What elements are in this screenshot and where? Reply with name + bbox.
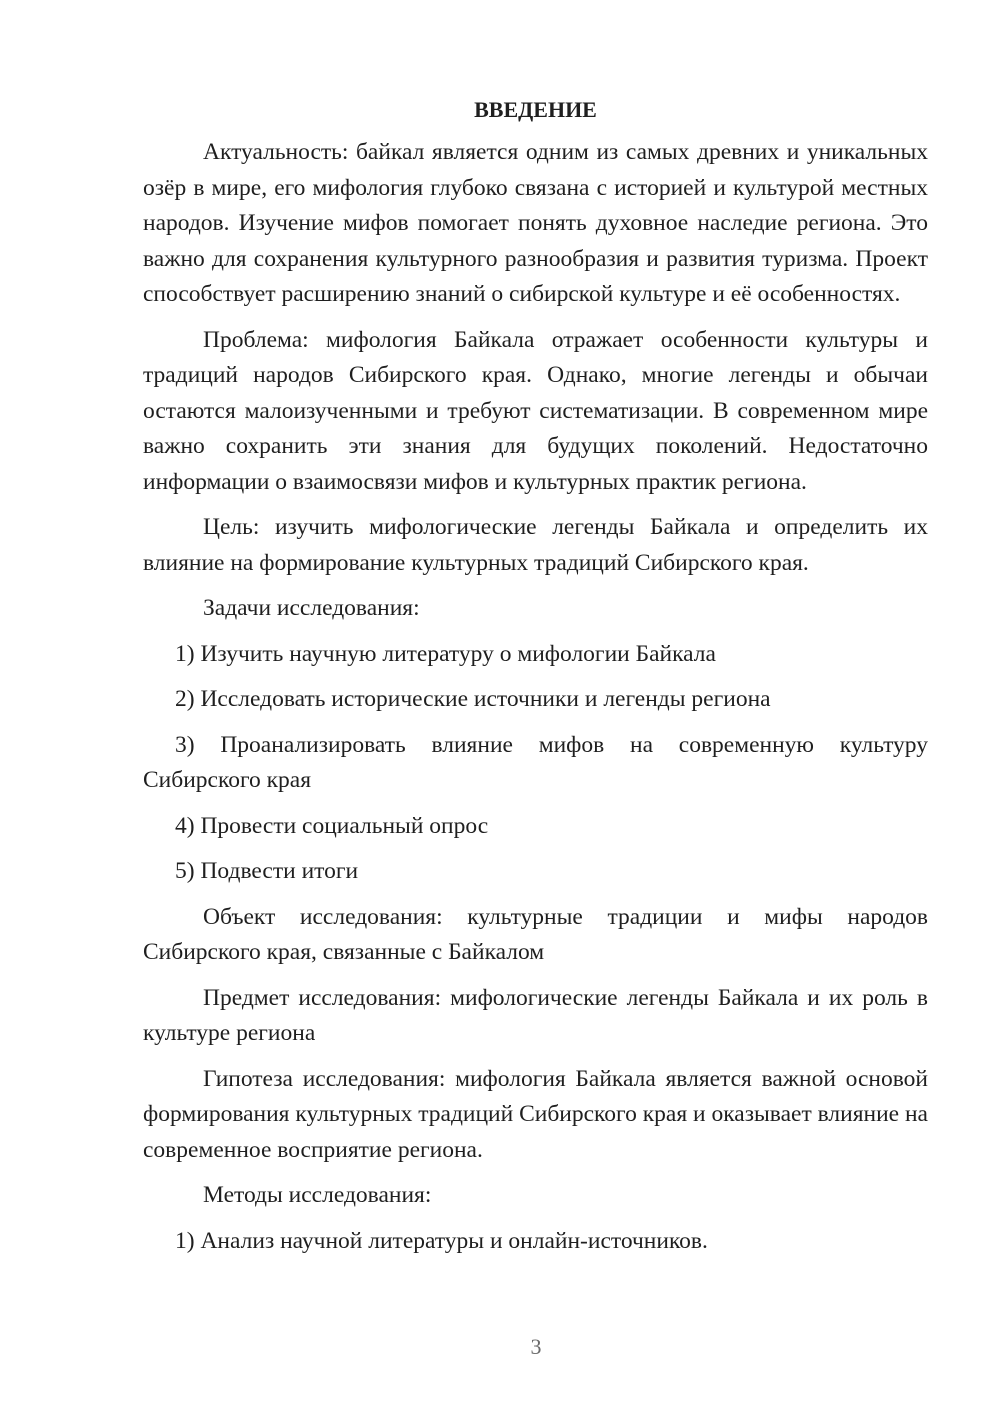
methods-heading: Методы исследования: <box>203 1182 432 1208</box>
object-paragraph: Объект исследования: культурные традиции и мифы народов Сибирского края, связанные с Байкалом <box>143 903 928 965</box>
page-content <box>143 95 928 1269</box>
relevance-paragraph: Актуальность: байкал является одним из самых древних и уникальных озёр в мире, его мифология глубоко связана с историей и культурой местных народов. Изучение мифов помогает понять духовное наследие региона. Это важно для сохранения культурного разнообразия и развития туризма. Проект способствует расширению знаний о сибирской культуре и её особенностях. <box>143 139 928 307</box>
hypothesis-paragraph: Гипотеза исследования: мифология Байкала является важной основой формирования культурных традиций Сибирского края и оказывает влияние на современное восприятие региона. <box>143 1065 928 1163</box>
section-title: ВВЕДЕНИЕ <box>474 97 597 122</box>
page-number: 3 <box>530 1334 542 1359</box>
task-item-1: 1) Изучить научную литературу о мифологии Байкала <box>175 640 716 667</box>
subject-paragraph: Предмет исследования: мифологические легенды Байкала и их роль в культуре региона <box>143 984 928 1046</box>
task-item-4: 4) Провести социальный опрос <box>175 812 489 839</box>
tasks-heading: Задачи исследования: <box>203 595 420 621</box>
task-item-2: 2) Исследовать исторические источники и легенды региона <box>175 686 771 712</box>
method-item-1: 1) Анализ научной литературы и онлайн-источников. <box>175 1227 708 1254</box>
task-item-5: 5) Подвести итоги <box>175 858 359 884</box>
problem-paragraph: Проблема: мифология Байкала отражает особенности культуры и традиций народов Сибирского края. Однако, многие легенды и обычаи остаются малоизученными и требуют систематизации. В современном мире важно сохранить эти знания для будущих поколений. Недостаточно информации о взаимосвязи мифов и культурных практик региона. <box>143 326 928 495</box>
goal-paragraph: Цель: изучить мифологические легенды Байкала и определить их влияние на формирование культурных традиций Сибирского края. <box>143 514 928 576</box>
task-item-3: 3) Проанализировать влияние мифов на современную культуру Сибирского края <box>143 731 928 793</box>
